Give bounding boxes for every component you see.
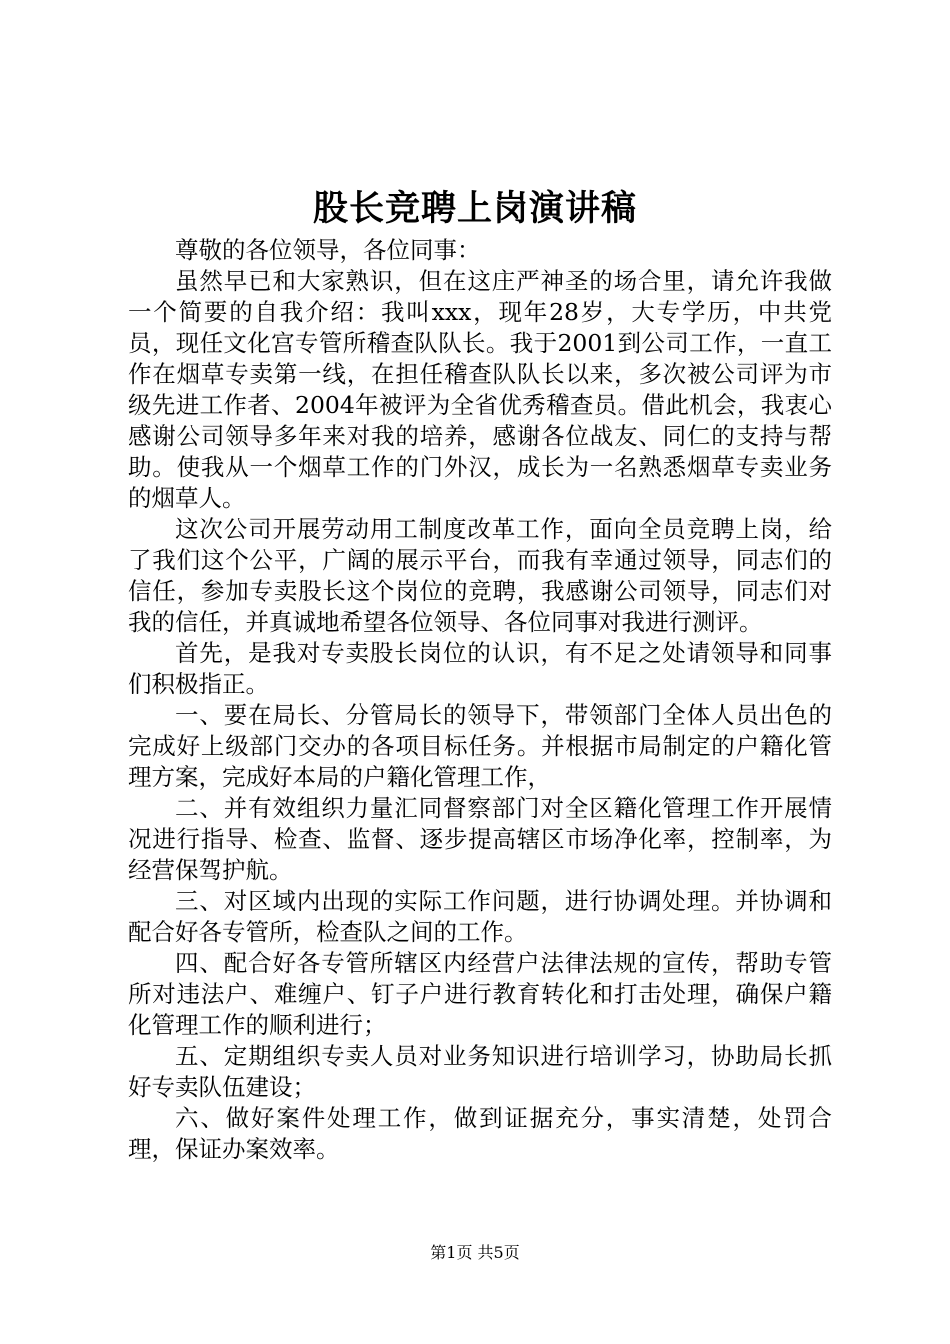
duty-item-4: 四、配合好各专管所辖区内经营户法律法规的宣传，帮助专管所对违法户、难缠户、钉子户进行教育转化和打击处理，确保户籍化管理工作的顺利进行； — [128, 949, 832, 1039]
document-body — [128, 235, 832, 1165]
page-number-footer: 第1页 共5页 — [430, 1243, 520, 1262]
self-introduction-paragraph: 虽然早已和大家熟识，但在这庄严神圣的场合里，请允许我做一个简要的自我介绍：我叫xxx，现年28岁，大专学历，中共党员，现任文化宫专管所稽查队队长。我于2001到公司工作，一直工作在烟草专卖第一线，在担任稽查队队长以来，多次被公司评为市级先进工作者、2004年被评为全省优秀稽查员。借此机会，我衷心感谢公司领导多年来对我的培养，感谢各位战友、同仁的支持与帮助。使我从一个烟草工作的门外汉，成长为一名熟悉烟草专卖业务的烟草人。 — [128, 267, 832, 512]
duty-item-1: 一、要在局长、分管局长的领导下，带领部门全体人员出色的完成好上级部门交办的各项目标任务。并根据市局制定的户籍化管理方案，完成好本局的户籍化管理工作， — [128, 701, 832, 791]
duty-item-5: 五、定期组织专卖人员对业务知识进行培训学习，协助局长抓好专卖队伍建设； — [128, 1042, 832, 1101]
document-title: 股长竞聘上岗演讲稿 — [312, 188, 637, 229]
duty-item-6: 六、做好案件处理工作，做到证据充分，事实清楚，处罚合理，保证办案效率。 — [128, 1104, 832, 1163]
duty-item-2: 二、并有效组织力量汇同督察部门对全区籍化管理工作开展情况进行指导、检查、监督、逐步提高辖区市场净化率，控制率，为经营保驾护航。 — [128, 794, 832, 884]
salutation-paragraph: 尊敬的各位领导，各位同事： — [175, 236, 481, 264]
understanding-paragraph: 首先，是我对专卖股长岗位的认识，有不足之处请领导和同事们积极指正。 — [128, 639, 832, 698]
duty-item-3: 三、对区域内出现的实际工作问题，进行协调处理。并协调和配合好各专管所，检查队之间的工作。 — [128, 887, 832, 946]
reform-paragraph: 这次公司开展劳动用工制度改革工作，面向全员竞聘上岗，给了我们这个公平，广阔的展示平台，而我有幸通过领导，同志们的信任，参加专卖股长这个岗位的竞聘，我感谢公司领导，同志们对我的信任，并真诚地希望各位领导、各位同事对我进行测评。 — [128, 515, 832, 636]
